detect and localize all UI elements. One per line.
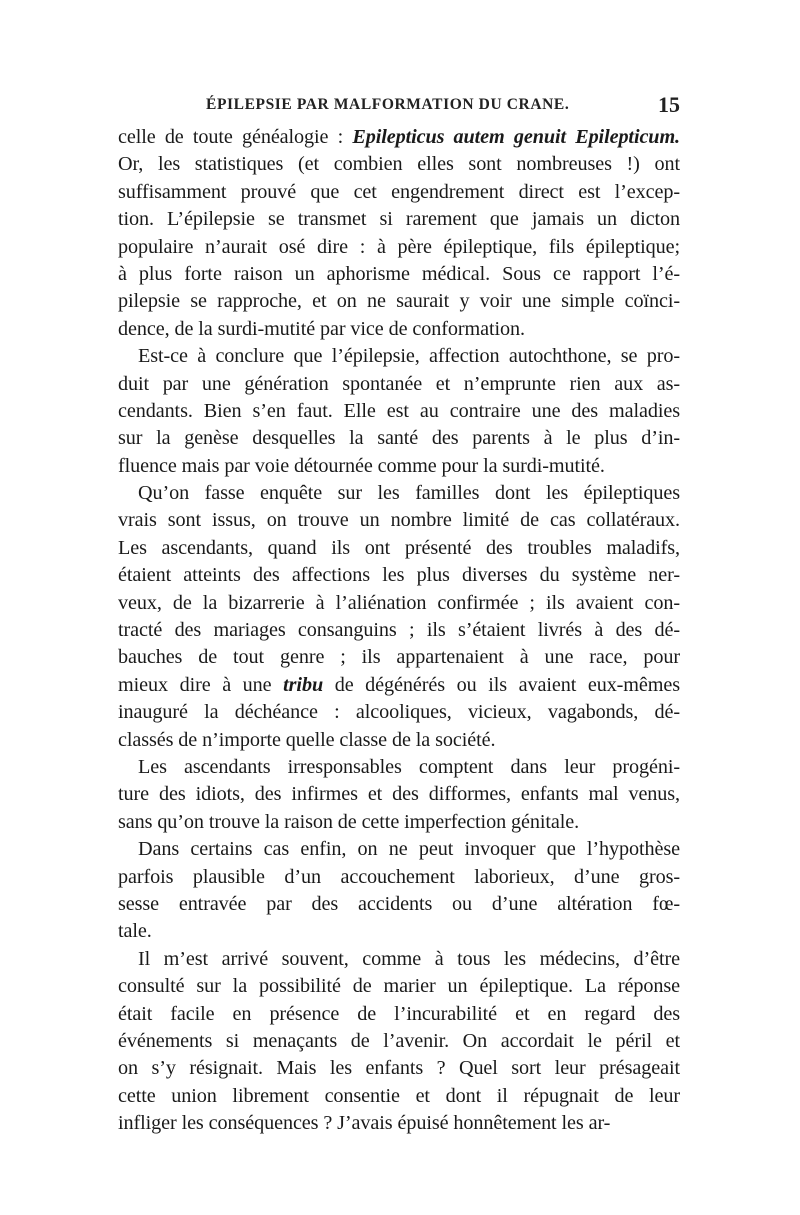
body-text <box>118 124 680 1137</box>
line-text: veux, de la bizarrerie à l’aliénation confirmée ; ils avaient con- <box>118 591 680 614</box>
line-text: tion. L’épilepsie se transmet si rarement que jamais un dicton <box>118 208 680 231</box>
text-line <box>118 672 680 699</box>
paragraph <box>118 946 680 1138</box>
text-line <box>118 288 680 315</box>
line-text: cendants. Bien s’en faut. Elle est au contraire une des maladies <box>118 399 680 422</box>
text-line <box>118 261 680 288</box>
text-line <box>118 507 680 534</box>
line-text: était facile en présence de l’incurabilité et en regard des <box>118 1002 680 1025</box>
text-line <box>118 891 680 918</box>
text-line <box>118 480 680 507</box>
line-text: Dans certains cas enfin, on ne peut invoquer que l’hypothèse <box>138 838 680 861</box>
paragraph <box>118 124 680 343</box>
text-line <box>118 343 680 370</box>
text-line <box>118 918 680 945</box>
paragraph <box>118 754 680 836</box>
text-line <box>118 535 680 562</box>
line-text: on s’y résignait. Mais les enfants ? Quel sort leur présageait <box>118 1057 680 1080</box>
line-text: fluence mais par voie détournée comme pour la surdi-mutité. <box>118 454 605 477</box>
paragraph <box>118 343 680 480</box>
text-line <box>118 179 680 206</box>
line-text: sans qu’on trouve la raison de cette imperfection génitale. <box>118 810 580 833</box>
line-text: ture des idiots, des infirmes et des difformes, enfants mal venus, <box>118 783 680 806</box>
text-line <box>118 699 680 726</box>
line-text: infliger les conséquences ? J’avais épuisé honnêtement les ar- <box>118 1112 611 1135</box>
text-line <box>118 1028 680 1055</box>
line-text: mieux dire à une <box>118 673 284 696</box>
line-text: dence, de la surdi-mutité par vice de conformation. <box>118 317 525 340</box>
line-text: Il m’est arrivé souvent, comme à tous les médecins, d’être <box>138 947 680 970</box>
text-line <box>118 1055 680 1082</box>
text-line <box>118 781 680 808</box>
italic-phrase: Epilepticus autem genuit Epilepticum. <box>352 126 680 148</box>
line-text: suffisamment prouvé que cet engendrement direct est l’excep- <box>118 180 680 203</box>
line-text: vrais sont issus, on trouve un nombre limité de cas collatéraux. <box>118 509 680 532</box>
line-text: cette union librement consentie et dont il répugnait de leur <box>118 1084 680 1107</box>
line-text: événements si menaçants de l’avenir. On accordait le péril et <box>118 1029 680 1052</box>
text-line <box>118 754 680 781</box>
text-line <box>118 617 680 644</box>
text-line <box>118 425 680 452</box>
line-text: Les ascendants, quand ils ont présenté des troubles maladifs, <box>118 536 680 559</box>
text-line <box>118 809 680 836</box>
paragraph <box>118 836 680 946</box>
text-line <box>118 562 680 589</box>
italic-phrase: tribu <box>283 673 324 696</box>
line-text-after: de dégénérés ou ils avaient eux-mêmes <box>323 673 680 696</box>
text-line <box>118 398 680 425</box>
line-text: à plus forte raison un aphorisme médical. Sous ce rapport l’é- <box>118 262 680 285</box>
line-text: sesse entravée par des accidents ou d’une altération fœ- <box>118 892 680 915</box>
text-line <box>118 453 680 480</box>
text-line <box>118 151 680 178</box>
text-line <box>118 946 680 973</box>
text-line <box>118 836 680 863</box>
line-text: inauguré la déchéance : alcooliques, vicieux, vagabonds, dé- <box>118 701 680 724</box>
text-line <box>118 973 680 1000</box>
running-header <box>118 92 680 120</box>
text-line <box>118 234 680 261</box>
text-line <box>118 644 680 671</box>
text-line <box>118 316 680 343</box>
line-text: Les ascendants irresponsables comptent dans leur progéni- <box>138 755 680 778</box>
line-text: parfois plausible d’un accouchement laborieux, d’une gros- <box>118 865 680 888</box>
text-line <box>118 1110 680 1137</box>
line-text: sur la genèse desquelles la santé des parents à le plus d’in- <box>118 427 680 450</box>
text-line <box>118 727 680 754</box>
line-text: tale. <box>118 920 152 943</box>
text-line <box>118 206 680 233</box>
line-text: populaire n’aurait osé dire : à père épileptique, fils épileptique; <box>118 235 680 258</box>
line-text: pilepsie se rapproche, et on ne saurait y voir une simple coïnci- <box>118 290 680 313</box>
running-title: ÉPILEPSIE PAR MALFORMATION DU CRANE. <box>206 96 570 113</box>
text-line <box>118 371 680 398</box>
line-text: Or, les statistiques (et combien elles sont nombreuses !) ont <box>118 153 680 176</box>
line-text: Est-ce à conclure que l’épilepsie, affection autochthone, se pro- <box>138 345 680 368</box>
text-line <box>118 124 680 151</box>
line-text: duit par une génération spontanée et n’emprunte rien aux as- <box>118 372 680 395</box>
line-text: consulté sur la possibilité de marier un épileptique. La réponse <box>118 975 680 998</box>
line-text: celle de toute généalogie : <box>118 126 353 148</box>
text-line <box>118 864 680 891</box>
line-text: Qu’on fasse enquête sur les familles dont les épileptiques <box>138 482 680 505</box>
line-text: tracté des mariages consanguins ; ils s’étaient livrés à des dé- <box>118 619 680 642</box>
line-text: classés de n’importe quelle classe de la société. <box>118 728 496 751</box>
text-line <box>118 590 680 617</box>
line-text: bauches de tout genre ; ils appartenaient à une race, pour <box>118 646 680 669</box>
page-number: 15 <box>658 92 680 117</box>
text-line <box>118 1083 680 1110</box>
line-text: étaient atteints des affections les plus diverses du système ner- <box>118 564 680 587</box>
paragraph <box>118 480 680 754</box>
text-line <box>118 1001 680 1028</box>
